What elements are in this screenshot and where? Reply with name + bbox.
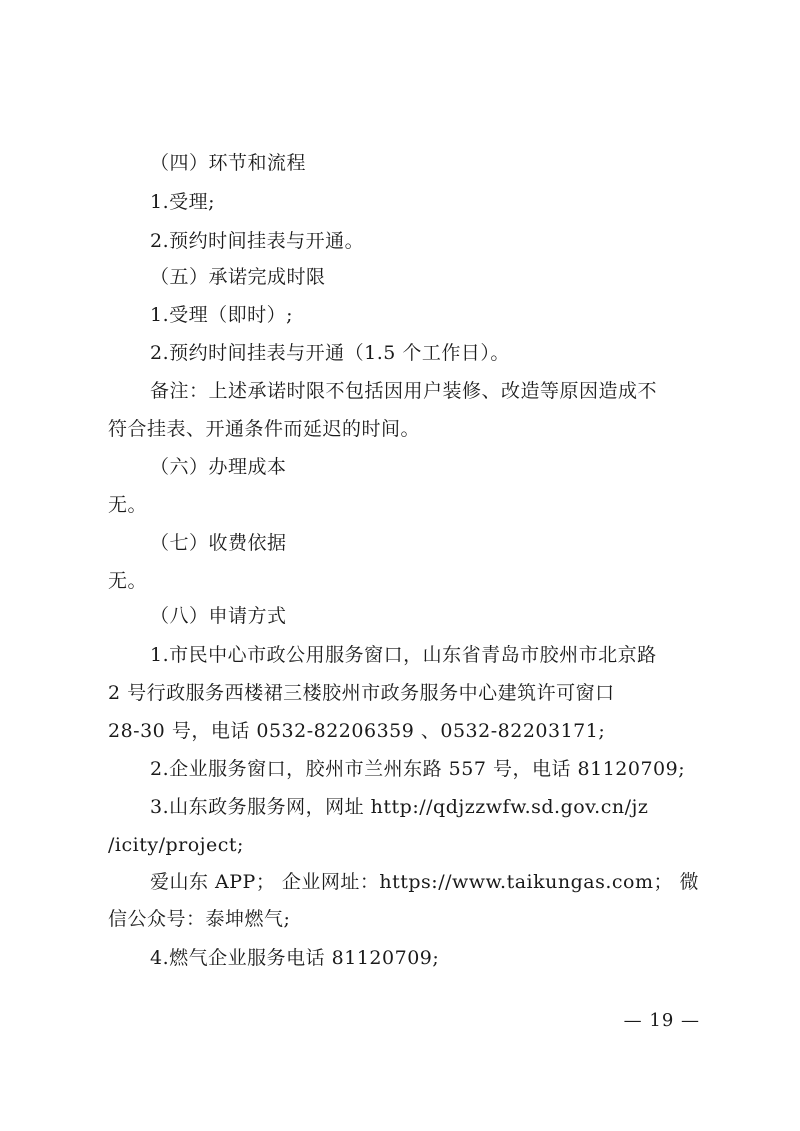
paragraph-line: 2.预约时间挂表与开通（1.5 个工作日）。: [150, 342, 510, 364]
paragraph-line: 1.市民中心市政公用服务窗口，山东省青岛市胶州市北京路: [150, 644, 657, 666]
paragraph-line: 无。: [108, 494, 148, 516]
section-heading-application: （八）申请方式: [150, 605, 287, 627]
paragraph-line: 4.燃气企业服务电话 81120709;: [150, 947, 440, 969]
section-heading-steps: （四）环节和流程: [150, 152, 307, 174]
section-heading-fee-basis: （七）收费依据: [150, 532, 287, 554]
paragraph-line: 1.受理（即时）;: [150, 304, 294, 326]
page-number: — 19 —: [623, 1010, 700, 1031]
paragraph-line: /icity/project;: [108, 834, 244, 856]
paragraph-line: 2 号行政服务西楼裙三楼胶州市政务服务中心建筑许可窗口: [108, 682, 615, 704]
paragraph-line: 1.受理;: [150, 191, 216, 213]
paragraph-line: 28-30 号，电话 0532-82206359 、0532-82203171;: [108, 720, 606, 742]
section-heading-time-limit: （五）承诺完成时限: [150, 266, 326, 288]
paragraph-line: 2.企业服务窗口，胶州市兰州东路 557 号，电话 81120709;: [150, 758, 686, 780]
paragraph-line: 信公众号：泰坤燃气;: [108, 908, 291, 930]
paragraph-line: 2.预约时间挂表与开通。: [150, 230, 365, 252]
paragraph-line: 3.山东政务服务网，网址 http://qdjzzwfw.sd.gov.cn/jz: [150, 796, 649, 818]
paragraph-line: 无。: [108, 570, 148, 592]
paragraph-line: 符合挂表、开通条件而延迟的时间。: [108, 418, 421, 440]
paragraph-line: 爱山东 APP； 企业网址：https://www.taikungas.com； 微: [150, 871, 700, 893]
paragraph-line: 备注：上述承诺时限不包括因用户装修、改造等原因造成不: [150, 380, 658, 402]
section-heading-cost: （六）办理成本: [150, 456, 287, 478]
